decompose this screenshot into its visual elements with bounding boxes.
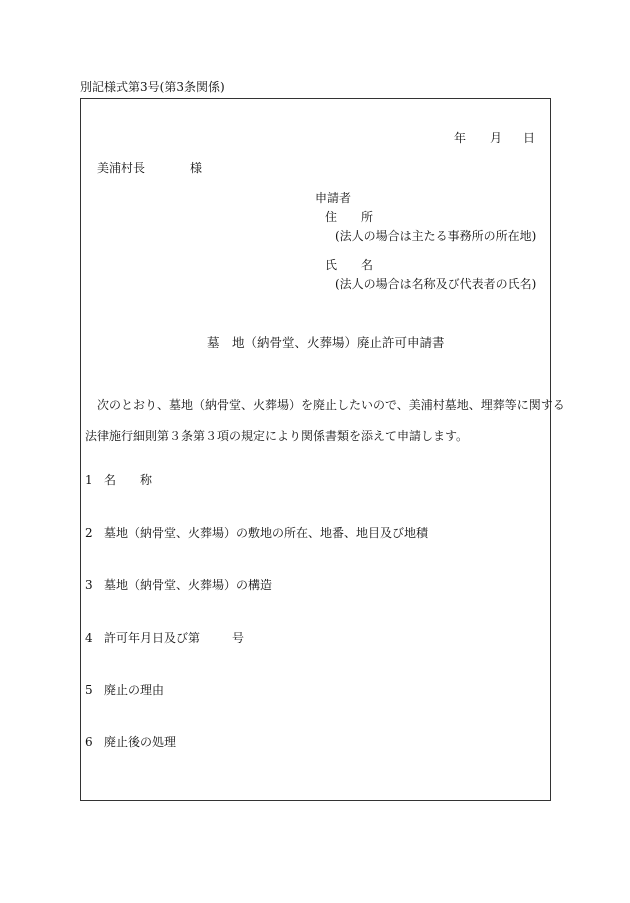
date-year: 年 [454,131,467,145]
item-4-text: 許可年月日及び第 [104,631,201,645]
document-title: 墓 地（納骨堂、火葬場）廃止許可申請書 [207,335,445,350]
applicant-label: 申請者 [315,191,352,205]
item-1-text: 名 称 [104,473,153,487]
item-5-text: 廃止の理由 [104,683,165,697]
item-2-number: 2 [85,526,93,540]
item-1-number: 1 [85,473,93,487]
form-caption: 別記様式第3号(第3条関係) [80,80,225,94]
address-note: (法人の場合は主たる事務所の所在地) [335,229,537,243]
item-4-number: 4 [85,631,93,645]
item-6-text: 廃止後の処理 [104,735,177,749]
addressee-honorific: 様 [190,161,203,175]
item-3-text: 墓地（納骨堂、火葬場）の構造 [104,578,273,592]
application-form-frame [80,98,565,801]
body-line-2: 法律施行細則第３条第３項の規定により関係書類を添えて申請します。 [85,429,469,443]
body-line-1: 次のとおり、墓地（納骨堂、火葬場）を廃止したいので、美浦村墓地、埋葬等に関する [97,398,565,412]
name-label: 氏 名 [325,258,374,272]
item-5-number: 5 [85,683,93,697]
date-month: 月 [490,131,503,145]
name-note: (法人の場合は名称及び代表者の氏名) [335,277,537,291]
item-4-suffix: 号 [232,631,245,645]
item-3-number: 3 [85,578,93,592]
addressee: 美浦村長 [97,161,146,175]
item-2-text: 墓地（納骨堂、火葬場）の敷地の所在、地番、地目及び地積 [104,526,429,540]
item-6-number: 6 [85,735,93,749]
date-day: 日 [523,131,536,145]
address-label: 住 所 [325,210,374,224]
